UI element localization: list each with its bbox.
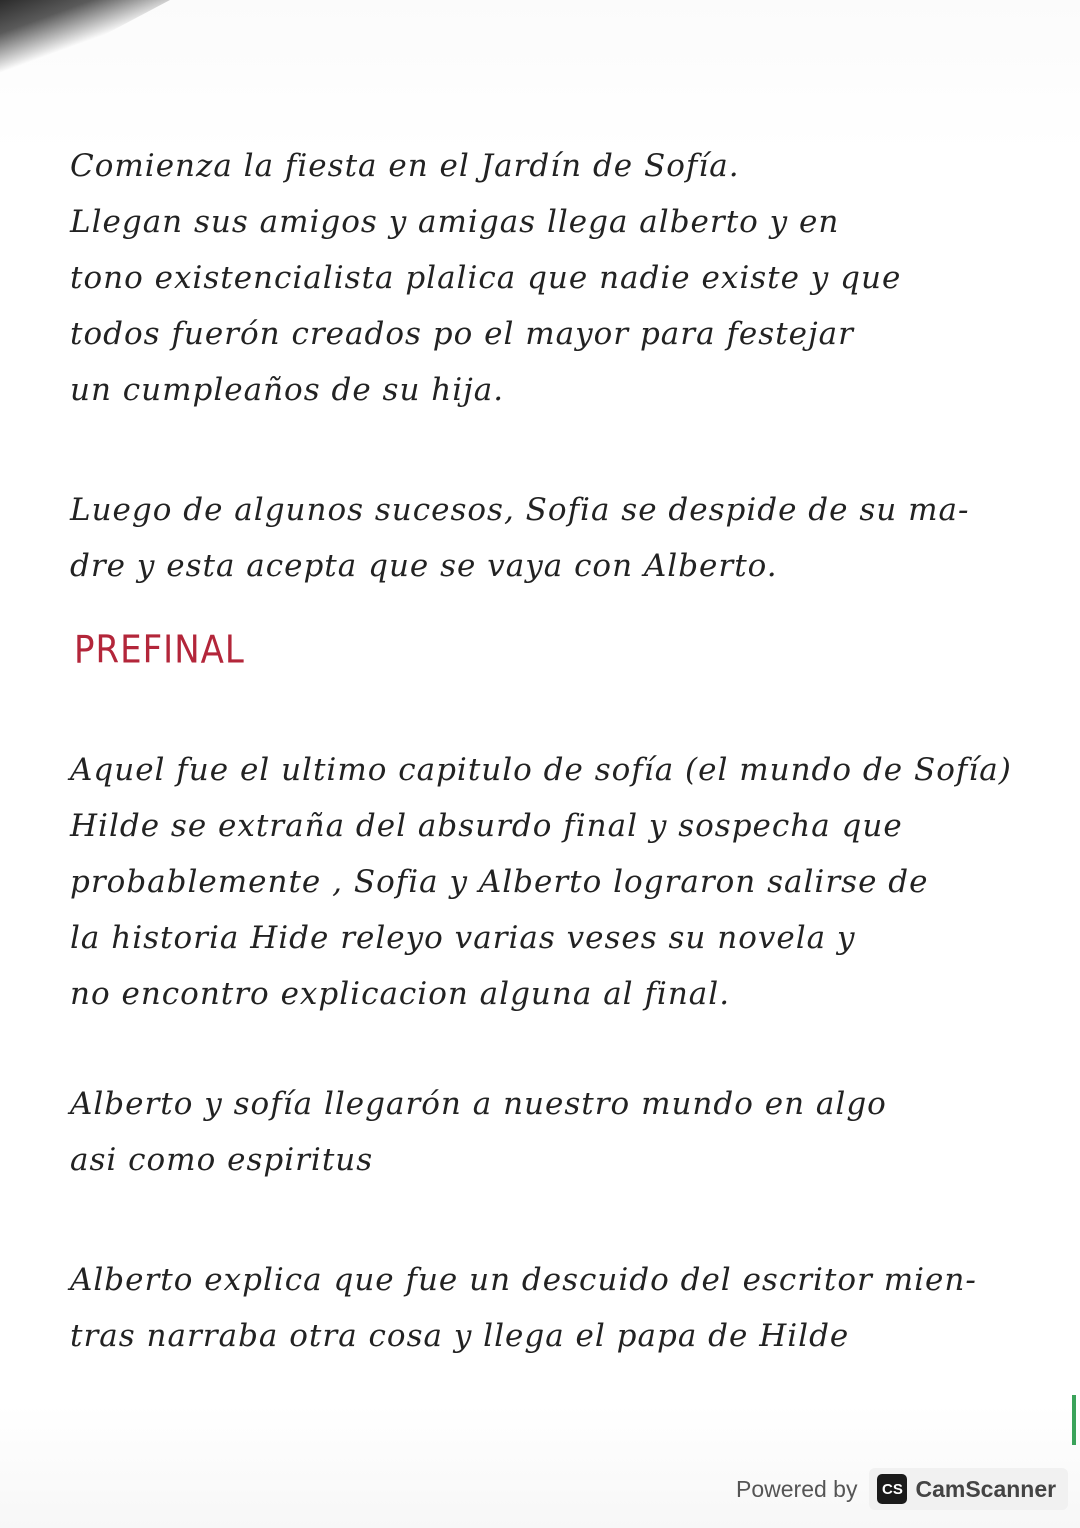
text-line: probablemente , Sofia y Alberto lograron salirse de: [70, 864, 929, 900]
text-line: Comienza la fiesta en el Jardín de Sofía.: [70, 148, 740, 184]
camscanner-logo-icon: CS: [877, 1474, 907, 1504]
section-heading: PREFINAL: [74, 627, 245, 673]
text-line: tono existencialista plalica que nadie existe y que: [70, 260, 902, 296]
text-line: Hilde se extraña del absurdo final y sospecha que: [70, 808, 903, 844]
text-line: Aquel fue el ultimo capitulo de sofía (el mundo de Sofía): [70, 752, 1012, 788]
paragraph-2: [70, 482, 970, 594]
brand-name: CamScanner: [915, 1475, 1057, 1502]
paragraph-1: [70, 138, 970, 418]
text-line: asi como espiritus: [70, 1142, 374, 1178]
text-line: Alberto y sofía llegarón a nuestro mundo en algo: [70, 1086, 887, 1122]
paragraph-4: [70, 1076, 970, 1188]
text-line: Llegan sus amigos y amigas llega alberto y en: [70, 204, 840, 240]
text-line: tras narraba otra cosa y llega el papa de Hilde: [70, 1318, 850, 1354]
paragraph-3: [70, 742, 1012, 1022]
text-line: Alberto explica que fue un descuido del escritor mien-: [70, 1262, 977, 1298]
scanner-watermark: [736, 1466, 1068, 1512]
page-edge-mark: [1072, 1395, 1076, 1445]
page-corner-shadow: [0, 0, 170, 90]
text-line: la historia Hide releyo varias veses su novela y: [70, 920, 856, 956]
text-line: no encontro explicacion alguna al final.: [70, 976, 731, 1012]
camscanner-badge: [869, 1468, 1068, 1510]
paragraph-5: [70, 1252, 977, 1364]
text-line: Luego de algunos sucesos, Sofia se despide de su ma-: [70, 492, 970, 528]
text-line: dre y esta acepta que se vaya con Alberto.: [70, 548, 778, 584]
text-line: un cumpleaños de su hija.: [70, 372, 505, 408]
text-line: todos fuerón creados po el mayor para festejar: [70, 316, 854, 352]
powered-by-label: Powered by: [736, 1475, 858, 1502]
